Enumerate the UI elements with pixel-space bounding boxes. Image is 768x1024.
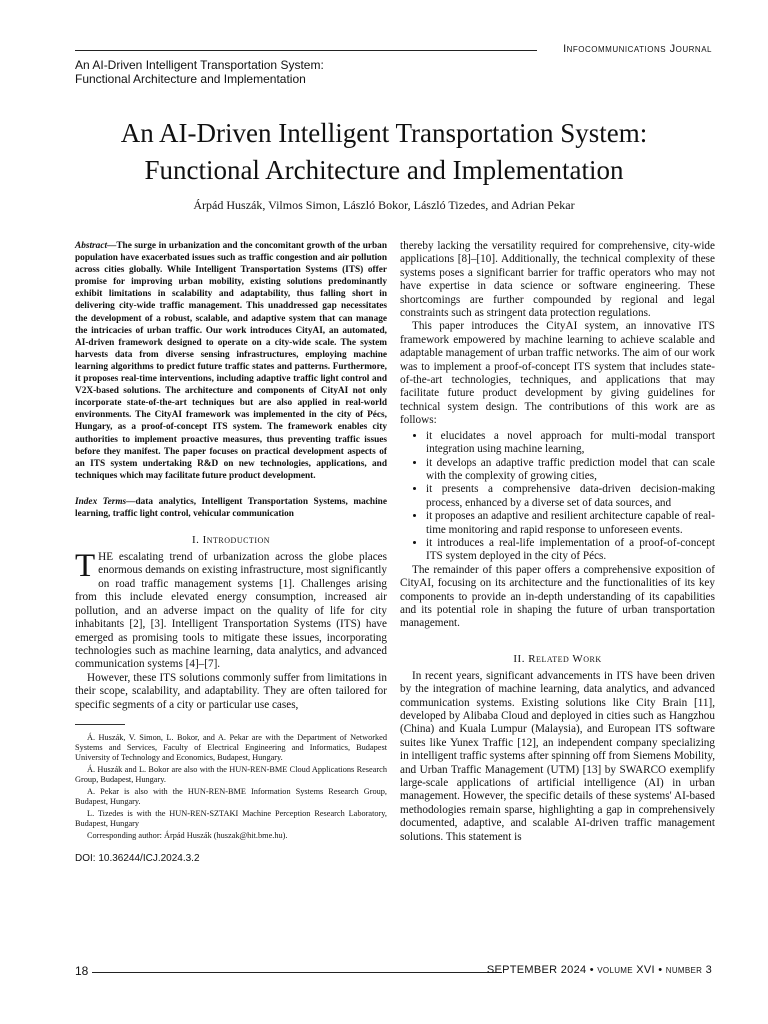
footnote: Corresponding author: Árpád Huszák (huszak@hit.bme.hu). (87, 830, 288, 840)
footnote: Á. Huszák and L. Bokor are also with the HUN-REN-BME Cloud Applications Research Group, Budapest, Hungary. (75, 764, 387, 784)
right-column (400, 240, 715, 844)
volume-number: XVI (636, 964, 655, 976)
list-item: • it presents a comprehensive data-driven decision-making process, enhanced by a diverse set of data sources, and (426, 483, 715, 510)
issue-info: SEPTEMBER 2024 • volume XVI • number 3 (486, 964, 712, 976)
paper-title-line1: An AI-Driven Intelligent Transportation System: (120, 118, 648, 148)
list-item: • it proposes an adaptive and resilient architecture capable of real-time monitoring and rapid response to unforeseen events. (426, 510, 715, 537)
author-list: Árpád Huszák, Vilmos Simon, László Bokor, László Tizedes, and Adrian Pekar (193, 198, 575, 212)
intro-paragraph-1-text: HE escalating trend of urbanization across the globe places enormous demands on existing infrastructure, most significantly on road traffic management systems [1]. Challenges arising from this include elevated energy consumption, increased air pollution, and an adverse impact on the quality of life for city inhabitants [2], [3]. Intelligent Transportation Systems (ITS) have emerged as promising tools to mitigate these issues, incorporating technologies such as machine learning, data analytics, and advanced communication systems [4]–[7]. (75, 551, 387, 671)
section-heading-introduction: I. Introduction (191, 534, 271, 547)
running-head-line1: An AI-Driven Intelligent Transportation System: (75, 58, 324, 72)
intro-paragraph-5: The remainder of this paper offers a comprehensive exposition of CityAI, focusing on its architecture and the functionalities of its key components to provide an in-depth understanding of its capabilities and its potential role in shaping the future of urban transportation management. (400, 563, 715, 630)
footnote-rule (75, 724, 125, 725)
paper-title (0, 115, 768, 189)
issue-date: SEPTEMBER 2024 (486, 964, 587, 976)
page-number: 18 (75, 964, 89, 978)
index-terms-label: Index Terms (75, 496, 127, 507)
running-head-line2: Functional Architecture and Implementation (75, 72, 306, 86)
volume-label: volume (597, 964, 633, 976)
intro-paragraph-2: However, these ITS solutions commonly suffer from limitations in their scope, scalability, and adaptability. They are often tailored for specific segments of a city or particular use cases, (75, 671, 387, 711)
footnote: Á. Huszák, V. Simon, L. Bokor, and A. Pekar are with the Department of Networked Systems and Services, Faculty of Electrical Engineering and Informatics, Budapest University of Technology and Economics, Budapest, Hungary. (75, 732, 387, 762)
intro-paragraph-4: This paper introduces the CityAI system, an innovative ITS framework empowered by machine learning to achieve scalable and adaptable management of urban traffic networks. The aim of our work was to implement a proof-of-concept ITS system that includes state-of-the-art technologies, techniques, and applications that may facilitate future product development by giving guidelines for technical system design. The contributions of this work are as follows: (400, 320, 715, 427)
left-column (75, 240, 387, 864)
intro-paragraph-3: thereby lacking the versatility required for comprehensive, city-wide applications [8]–[10]. Additionally, the technical complexity of these systems poses a significant barrier for traffic operators who may not have expertise in data science or software engineering. These shortcomings are further compounded by regional and legal constraints such as stringent data protection regulations. (400, 240, 715, 320)
running-head (75, 58, 324, 86)
abstract-label: Abstract (75, 241, 108, 251)
index-terms (75, 496, 387, 520)
abstract-text: —The surge in urbanization and the concomitant growth of the urban population have exacerbated issues such as traffic congestion and air pollution across cities globally. While Intelligent Transportation Systems (ITS) offer promise for improving urban mobility, existing solutions predominantly exhibit limitations in scalability and adaptability, thus falling short in delivering city-wide traffic management. This unaddressed gap necessitates the development of a robust, scalable, and adaptive system that can manage the intricacies of urban traffic. Our work introduces CityAI, an automated, AI-driven framework designed to operate on a city-wide scale. The system harvests data from diverse sensing infrastructures, employing machine learning algorithms to predict future traffic states and patterns. Furthermore, it proposes real-time interventions, including adaptive traffic light control and V2X-based solutions. The architecture and components of CityAI not only incorporate state-of-the-art techniques but are also applied in real-world environments. The CityAI framework was implemented in the city of Pécs, Hungary, as a proof-of-concept ITS system. The framework enables city authorities to implement proactive measures, thus preventing traffic issues before they manifest. The paper focuses on practical development aspects of an ITS system undertaking R&D on new technologies, applications, and techniques which may facilitate future product development. (75, 241, 387, 481)
intro-paragraph-1 (75, 548, 387, 672)
journal-name: Infocommunications Journal (563, 43, 712, 55)
footnotes (75, 733, 387, 841)
drop-cap: T (75, 548, 96, 585)
footer-rule (92, 972, 502, 973)
related-paragraph-1: In recent years, significant advancements in ITS have been driven by the integration of machine learning, data analytics, and advanced communication systems. Existing solutions like City Brain [11], developed by Alibaba Cloud and deployed in cities such as Hangzhou (China) and Kuala Lumpur (Malaysia), and European ITS software suites like Yunex Traffic [12], an independent company specializing in intelligent traffic systems after spinning off from Siemens Mobility, and Urban Traffic Management (UTM) [13] by SWARCO exemplify large-scale applications of artificial intelligence (AI) in urban management. However, the specific details of these systems' AI-based methodologies remain sparse, highlighting a gap in comprehensively documented, adaptive, and scalable AI-driven traffic management solutions. This statement is (400, 669, 715, 843)
list-item: • it develops an adaptive traffic prediction model that can scale with the complexity of growing cities, (426, 457, 715, 484)
section-heading-related-work: II. Related Work (513, 652, 602, 665)
list-item: • it elucidates a novel approach for multi-modal transport integration using machine learning, (426, 430, 715, 457)
issue-number: 3 (705, 964, 712, 976)
contributions-list (400, 430, 715, 564)
abstract (75, 240, 387, 482)
doi: DOI: 10.36244/ICJ.2024.3.2 (75, 852, 200, 864)
header-rule (75, 50, 537, 51)
paper-title-line2: Functional Architecture and Implementation (144, 155, 624, 185)
number-label: number (665, 964, 703, 976)
index-terms-text: —data analytics, Intelligent Transportation Systems, machine learning, traffic light control, vehicular communication (75, 496, 387, 519)
footnote: L. Tizedes is with the HUN-REN-SZTAKI Machine Perception Research Laboratory, Budapest, Hungary (75, 808, 387, 828)
footnote: A. Pekar is also with the HUN-REN-BME Information Systems Research Group, Budapest, Hungary. (75, 786, 387, 806)
list-item: • it introduces a real-life implementation of a proof-of-concept ITS system deployed in the city of Pécs. (426, 537, 715, 564)
